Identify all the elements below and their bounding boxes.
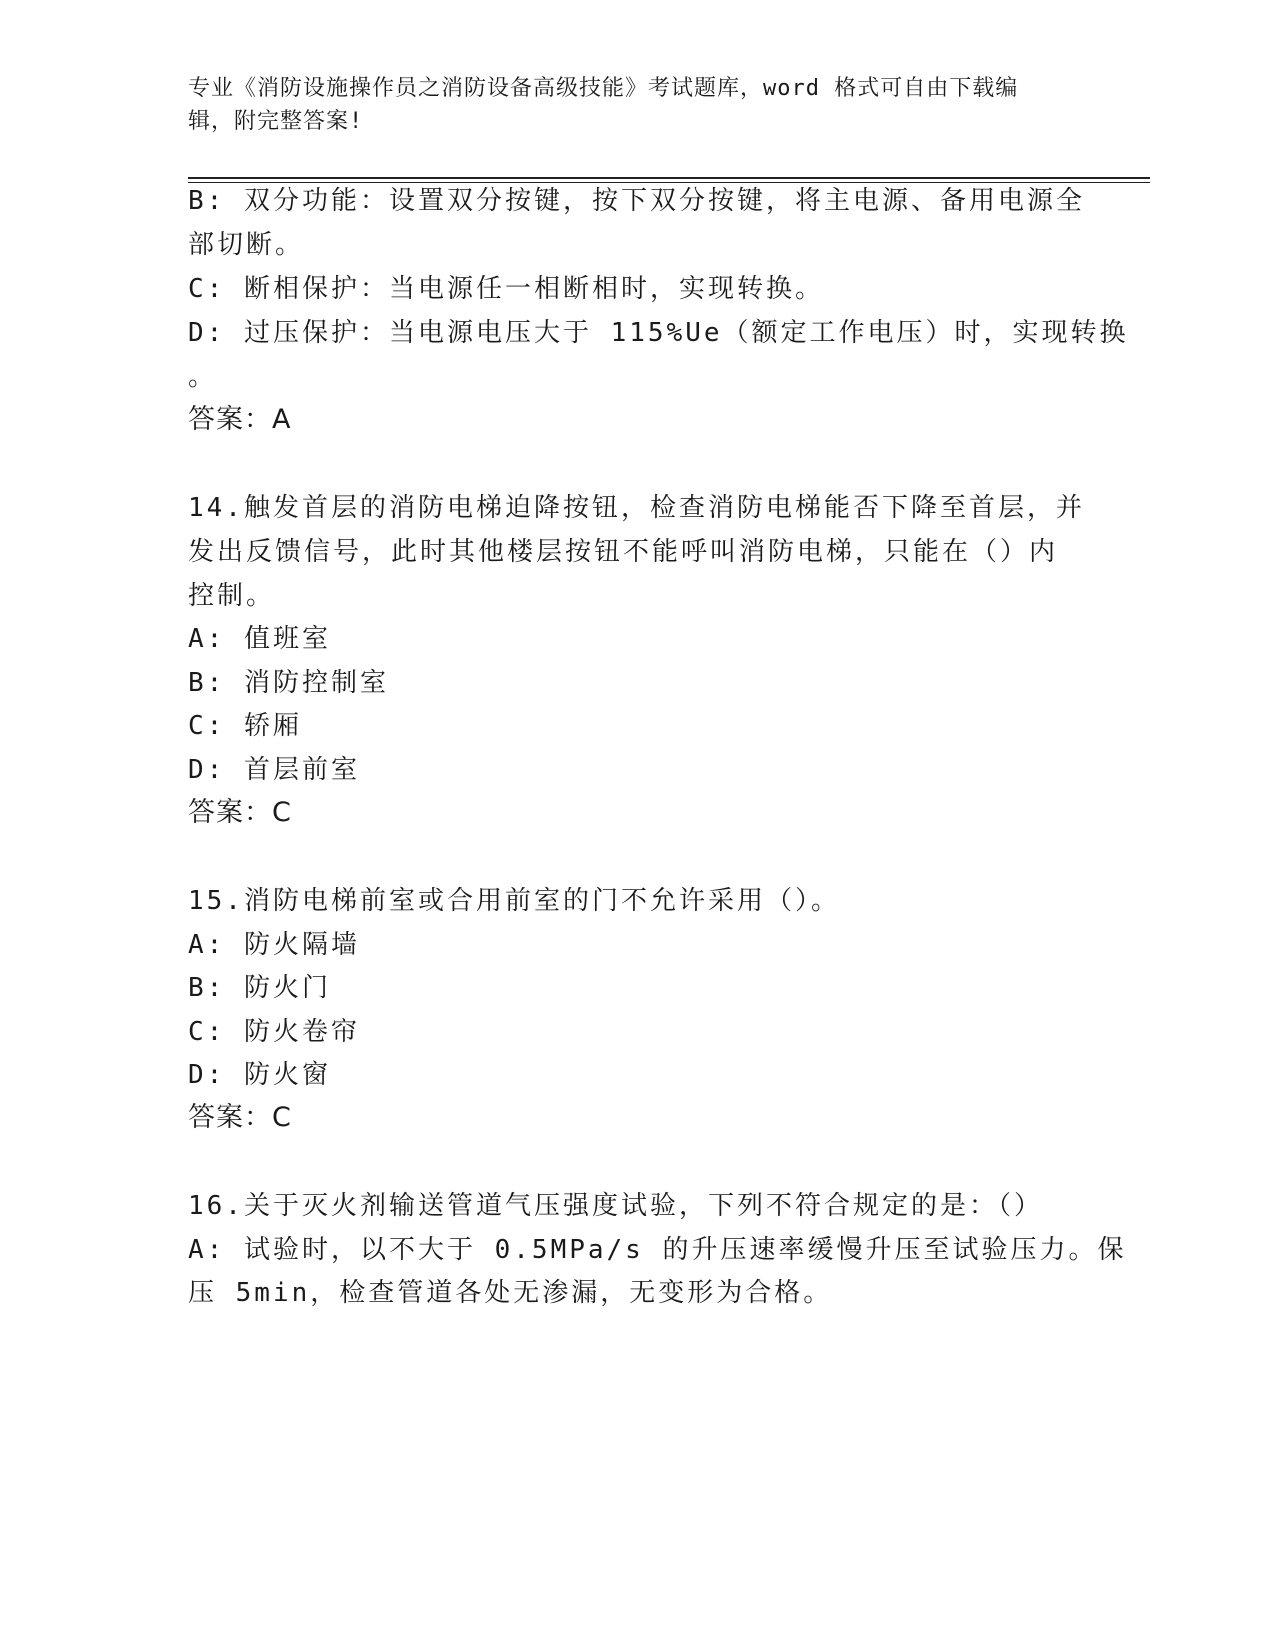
q15-stem: 15.消防电梯前室或合用前室的门不允许采用（）。: [188, 886, 840, 916]
q13-option-b-line-2: 部切断。: [188, 230, 305, 260]
q13-option-c: C: 断相保护：当电源任一相断相时，实现转换。: [188, 274, 824, 304]
document-header: [188, 72, 1068, 138]
q14-stem-line-1: 14.触发首层的消防电梯迫降按钮，检查消防电梯能否下降至首层，并: [188, 493, 1085, 523]
header-line-2: 辑，附完整答案!: [188, 109, 364, 134]
header-divider-thin: [188, 182, 1150, 183]
q15-option-b: B: 防火门: [188, 973, 331, 1003]
q16-option-a-line-1: A: 试验时，以不大于 0.5MPa/s 的升压速率缓慢升压至试验压力。保: [188, 1235, 1127, 1265]
q14-option-b: B: 消防控制室: [188, 668, 389, 698]
q13-option-d-line-1: D: 过压保护：当电源电压大于 115%Ue（额定工作电压）时，实现转换: [188, 318, 1129, 348]
header-divider-thick: [188, 177, 1150, 179]
q14-answer: 答案：C: [188, 797, 292, 828]
q14-option-a: A: 值班室: [188, 624, 331, 654]
q16-option-a-line-2: 压 5min，检查管道各处无渗漏，无变形为合格。: [188, 1278, 833, 1308]
q16-stem: 16.关于灭火剂输送管道气压强度试验，下列不符合规定的是：（）: [188, 1191, 1043, 1221]
q15-option-d: D: 防火窗: [188, 1060, 331, 1090]
q13-answer: 答案：A: [188, 404, 292, 435]
q13-option-d-line-2: 。: [188, 362, 218, 392]
q13-option-b-line-1: B: 双分功能：设置双分按键，按下双分按键，将主电源、备用电源全: [188, 186, 1085, 216]
q15-option-a: A: 防火隔墙: [188, 930, 360, 960]
q14-option-c: C: 轿厢: [188, 711, 302, 741]
q15-answer: 答案：C: [188, 1102, 292, 1133]
q15-option-c: C: 防火卷帘: [188, 1017, 360, 1047]
q14-option-d: D: 首层前室: [188, 755, 360, 785]
q14-stem-line-3: 控制。: [188, 581, 276, 611]
header-line-1: 专业《消防设施操作员之消防设备高级技能》考试题库，word 格式可自由下载编: [188, 76, 1019, 101]
q14-stem-line-2: 发出反馈信号，此时其他楼层按钮不能呼叫消防电梯，只能在（）内: [188, 537, 1059, 567]
